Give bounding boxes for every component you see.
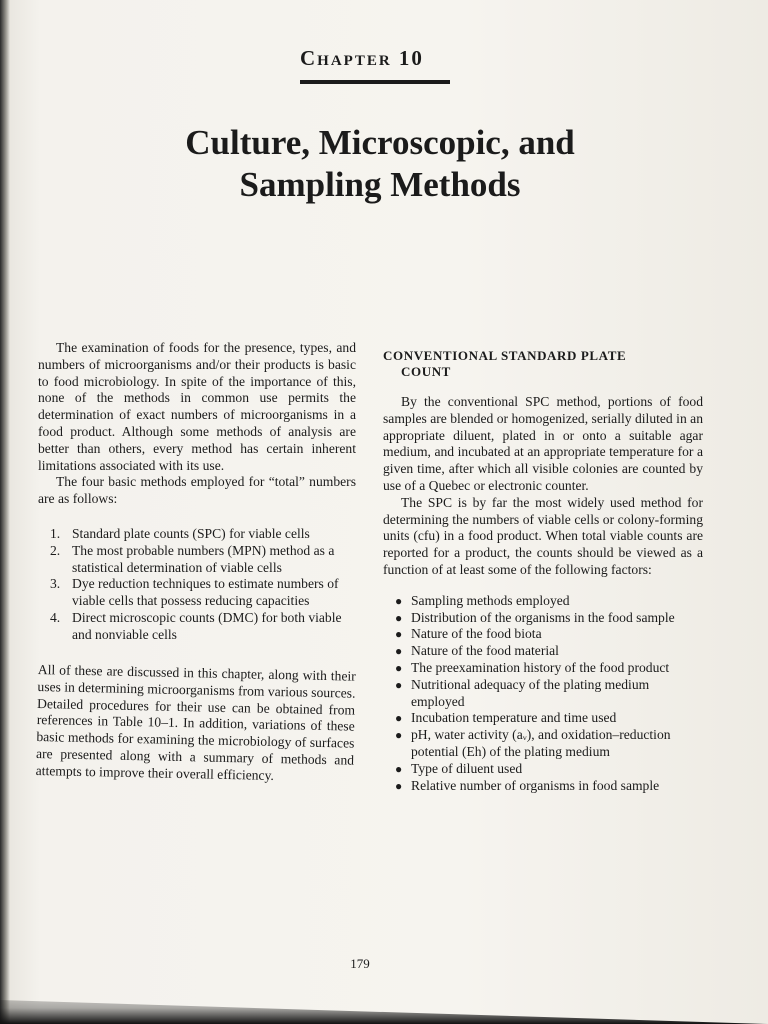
bullet-icon: ● — [395, 711, 403, 726]
list-item — [383, 761, 703, 778]
list-item — [38, 543, 356, 577]
chapter-underline — [300, 80, 450, 84]
list-item-text: Standard plate counts (SPC) for viable cells — [72, 525, 310, 541]
list-item-text: Direct microscopic counts (DMC) for both viable and nonviable cells — [72, 609, 342, 642]
bullet-icon: ● — [395, 644, 403, 659]
list-item-text: Nutritional adequacy of the plating medium employed — [411, 676, 650, 709]
list-item-number: 1. — [50, 525, 61, 541]
list-item — [383, 593, 703, 610]
bullet-icon: ● — [395, 610, 403, 625]
list-item — [38, 610, 356, 644]
list-item — [383, 610, 703, 627]
chapter-title-line-1: Culture, Microscopic, and — [185, 123, 575, 162]
list-item — [383, 727, 703, 761]
list-item-text: Incubation temperature and time used — [411, 710, 617, 726]
left-column — [35, 340, 356, 783]
bullet-icon: ● — [395, 627, 403, 642]
list-item-text: The most probable numbers (MPN) method as a statistical determination of viable cells — [72, 542, 335, 575]
bullet-icon: ● — [395, 761, 403, 776]
list-item-number: 2. — [50, 542, 61, 558]
page-number: 179 — [350, 956, 370, 971]
page-edge-shadow — [0, 984, 768, 1024]
list-item-text: Dye reduction techniques to estimate numbers of viable cells that possess reducing capacities — [72, 576, 339, 609]
bullet-icon: ● — [395, 677, 403, 692]
list-item-text: Relative number of organisms in food sample — [411, 777, 660, 793]
chapter-title-line-2: Sampling Methods — [239, 165, 521, 204]
list-item-number: 3. — [50, 576, 61, 592]
list-item — [383, 710, 703, 727]
list-item — [38, 526, 356, 543]
bullet-icon: ● — [395, 778, 403, 793]
methods-list — [38, 526, 356, 644]
list-item — [383, 643, 703, 660]
closing-paragraph-block — [36, 662, 356, 786]
list-item-text: Nature of the food biota — [411, 626, 542, 642]
right-column — [383, 348, 703, 794]
list-item-text: The preexamination history of the food product — [411, 659, 670, 675]
list-item — [383, 626, 703, 643]
spc-method-paragraph: By the conventional SPC method, portions of food samples are blended or homogenized, serially diluted in an appropriate diluent, plated in or onto a suitable agar medium, and incubated at an appropriate temperature for a given time, after which all visible colonies are counted by use of a Quebec or electronic counter. — [383, 394, 703, 493]
list-item-text: pH, water activity (aᵥ), and oxidation–reduction potential (Eh) of the plating medium — [411, 727, 671, 759]
spc-usage-paragraph: The SPC is by far the most widely used method for determining the numbers of viable cells or colony-forming units (cfu) in a food product. When total viable counts are reported for a product, the counts should be viewed as a function of at least some of the following factors: — [383, 494, 703, 577]
intro-paragraph: The examination of foods for the presence, types, and numbers of microorganisms and/or their products is basic to food microbiology. In spite of the importance of this, none of the methods in common use permits the determination of exact numbers of microorganisms in a food product. Although some methods of analysis are better than others, every method has certain inherent limitations associated with its use. — [38, 340, 356, 473]
bullet-icon: ● — [395, 660, 403, 675]
chapter-title — [100, 122, 660, 206]
list-item — [38, 576, 356, 610]
bullet-icon: ● — [395, 593, 403, 608]
list-item — [383, 660, 703, 677]
section-heading-line-1: CONVENTIONAL STANDARD PLATE — [383, 348, 627, 363]
section-heading-line-2: COUNT — [401, 364, 451, 379]
factors-list — [383, 593, 703, 795]
section-heading — [383, 348, 703, 380]
list-intro-paragraph: The four basic methods employed for “total” numbers are as follows: — [38, 474, 356, 507]
list-item — [383, 778, 703, 795]
list-item-text: Type of diluent used — [411, 760, 523, 776]
list-item — [383, 677, 703, 711]
list-item-text: Distribution of the organisms in the food sample — [411, 609, 675, 625]
chapter-label: Chapter 10 — [300, 46, 424, 70]
list-item-text: Nature of the food material — [411, 643, 559, 659]
bullet-icon: ● — [395, 728, 403, 743]
book-spine-shadow — [0, 0, 10, 1024]
list-item-number: 4. — [50, 609, 61, 625]
list-item-text: Sampling methods employed — [411, 592, 570, 608]
closing-paragraph: All of these are discussed in this chapter, along with their uses in determining microorganisms from various sources. Detailed procedures for their use can be obtained from references in Table 10–1. In addition, variations of these basic methods for examining the microbiology of surfaces are presented along with a summary of methods and attempts to improve their overall efficiency. — [35, 661, 356, 783]
